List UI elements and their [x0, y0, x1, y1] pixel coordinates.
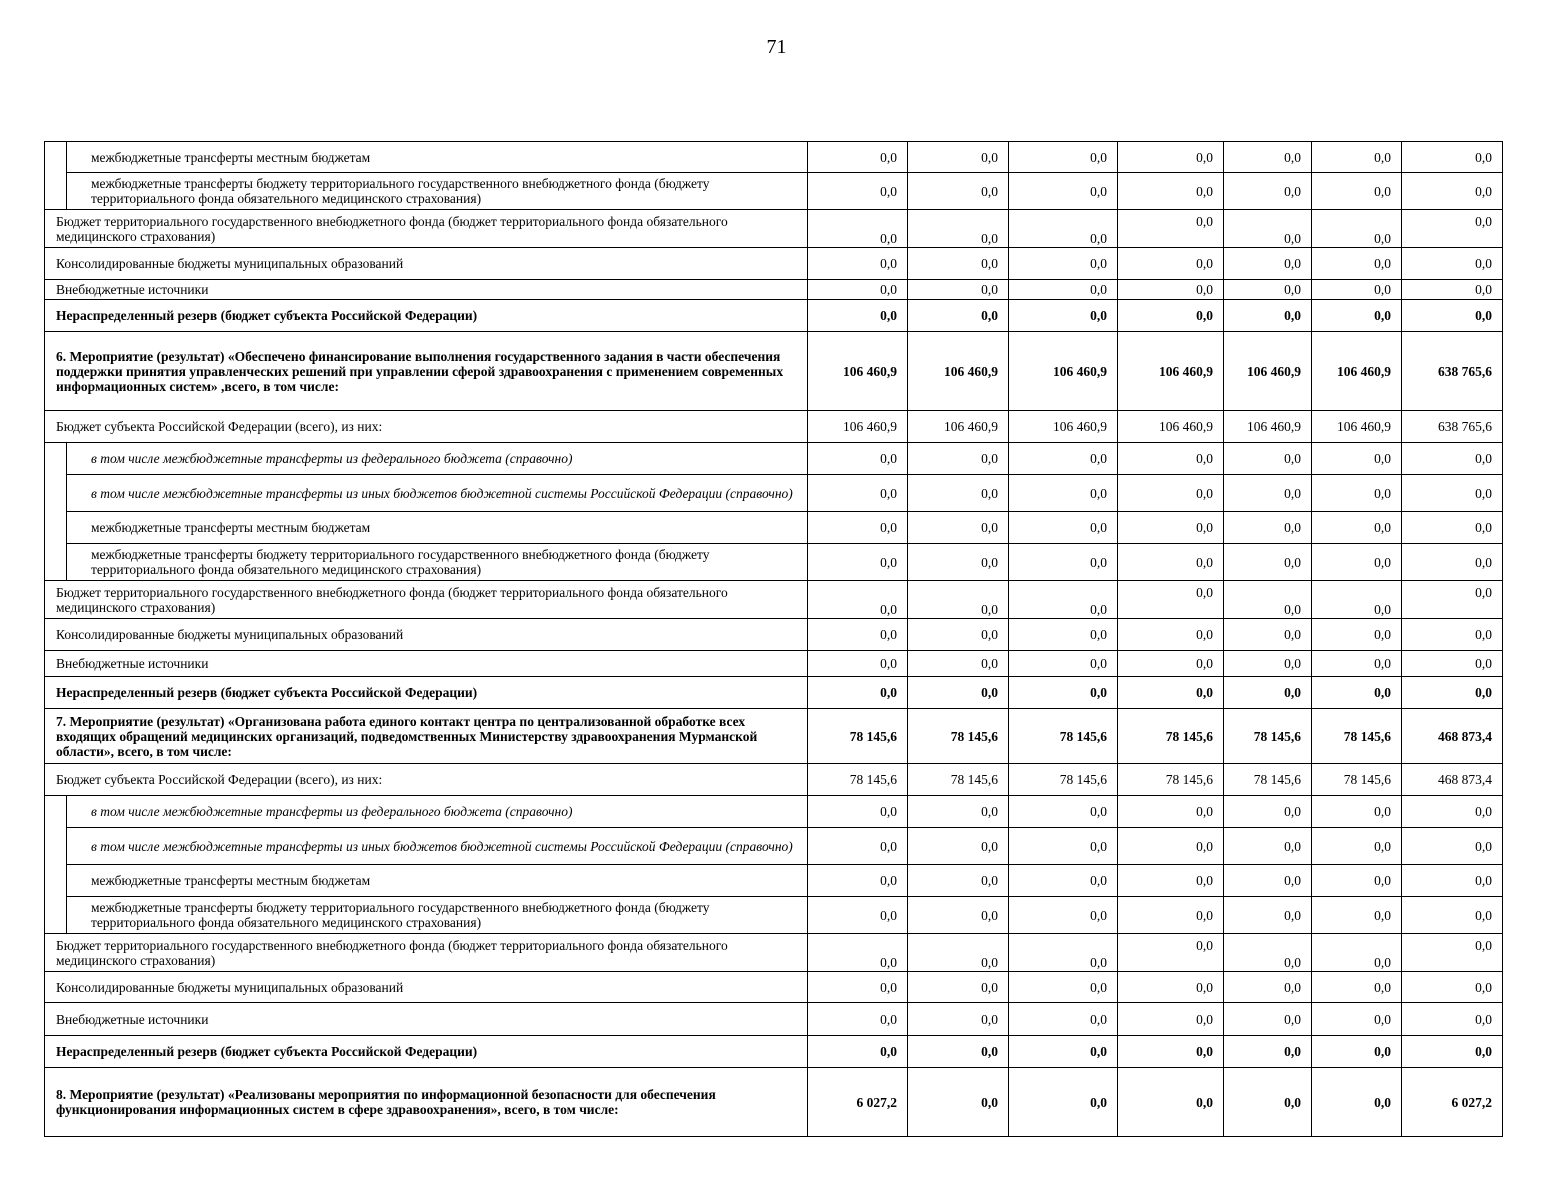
- value-cell: 0,0: [1312, 248, 1402, 280]
- value-cell-total: 0,0: [1402, 248, 1503, 280]
- value-cell: 78 145,6: [1224, 709, 1312, 764]
- value-cell: 0,0: [808, 972, 908, 1003]
- value-cell: 0,0: [908, 581, 1009, 619]
- indent-cell: [45, 142, 67, 210]
- table-row: [45, 475, 1503, 512]
- value-cell: 0,0: [1224, 142, 1312, 173]
- value-cell: 0,0: [1118, 173, 1224, 210]
- indent-cell: [45, 443, 67, 581]
- value-cell: 0,0: [1118, 1068, 1224, 1137]
- value-cell: 0,0: [1009, 512, 1118, 544]
- table-row: [45, 210, 1503, 248]
- value-cell: 0,0: [1009, 865, 1118, 897]
- row-label: в том числе межбюджетные трансферты из федерального бюджета (справочно): [67, 796, 808, 828]
- value-cell: 0,0: [1224, 1068, 1312, 1137]
- row-label: Бюджет субъекта Российской Федерации (всего), из них:: [45, 764, 808, 796]
- value-cell: 0,0: [1312, 934, 1402, 972]
- value-cell: 0,0: [1312, 972, 1402, 1003]
- table-row: [45, 828, 1503, 865]
- value-cell: 0,0: [1312, 1003, 1402, 1036]
- value-cell: 0,0: [908, 934, 1009, 972]
- value-cell: 0,0: [1224, 865, 1312, 897]
- value-cell: 0,0: [808, 865, 908, 897]
- value-cell: 0,0: [808, 651, 908, 677]
- value-cell: 0,0: [1118, 142, 1224, 173]
- value-cell-total: 0,0: [1402, 865, 1503, 897]
- value-cell: 0,0: [808, 142, 908, 173]
- value-cell: 0,0: [808, 581, 908, 619]
- value-cell: 0,0: [1009, 210, 1118, 248]
- value-cell: 0,0: [1224, 1003, 1312, 1036]
- value-cell: 78 145,6: [1009, 709, 1118, 764]
- value-cell: 0,0: [1118, 581, 1224, 619]
- row-label: Нераспределенный резерв (бюджет субъекта Российской Федерации): [45, 300, 808, 332]
- value-cell: 0,0: [1224, 828, 1312, 865]
- value-cell: 106 460,9: [808, 332, 908, 411]
- value-cell: 0,0: [1118, 865, 1224, 897]
- value-cell: 6 027,2: [808, 1068, 908, 1137]
- value-cell: 0,0: [1009, 897, 1118, 934]
- value-cell: 0,0: [1118, 934, 1224, 972]
- value-cell-total: 0,0: [1402, 581, 1503, 619]
- value-cell: 0,0: [908, 544, 1009, 581]
- value-cell: 0,0: [808, 544, 908, 581]
- value-cell-total: 0,0: [1402, 651, 1503, 677]
- value-cell: 0,0: [1224, 544, 1312, 581]
- value-cell: 0,0: [1118, 300, 1224, 332]
- value-cell: 0,0: [908, 248, 1009, 280]
- row-label: в том числе межбюджетные трансферты из иных бюджетов бюджетной системы Российской Федерации (справочно): [67, 475, 808, 512]
- value-cell-total: 468 873,4: [1402, 764, 1503, 796]
- value-cell: 0,0: [1224, 677, 1312, 709]
- value-cell: 0,0: [1009, 651, 1118, 677]
- value-cell: 0,0: [1312, 210, 1402, 248]
- table-row: [45, 332, 1503, 411]
- value-cell: 0,0: [1312, 828, 1402, 865]
- value-cell: 0,0: [1009, 544, 1118, 581]
- row-label: 6. Мероприятие (результат) «Обеспечено финансирование выполнения государственного задания в части обеспечения поддержки принятия управленческих решений при управлении сферой здравоохранения с применением современных информационных систем» ,всего, в том числе:: [45, 332, 808, 411]
- value-cell: 78 145,6: [808, 764, 908, 796]
- value-cell: 0,0: [908, 173, 1009, 210]
- value-cell: 106 460,9: [1312, 411, 1402, 443]
- value-cell: 0,0: [808, 475, 908, 512]
- value-cell: 0,0: [808, 300, 908, 332]
- value-cell: 78 145,6: [908, 764, 1009, 796]
- value-cell-total: 0,0: [1402, 475, 1503, 512]
- value-cell-total: 0,0: [1402, 173, 1503, 210]
- value-cell: 0,0: [908, 972, 1009, 1003]
- value-cell: 0,0: [1224, 619, 1312, 651]
- value-cell-total: 0,0: [1402, 544, 1503, 581]
- value-cell: 0,0: [1118, 248, 1224, 280]
- value-cell: 0,0: [1224, 300, 1312, 332]
- value-cell: 106 460,9: [908, 411, 1009, 443]
- value-cell-total: 0,0: [1402, 972, 1503, 1003]
- row-label: в том числе межбюджетные трансферты из федерального бюджета (справочно): [67, 443, 808, 475]
- value-cell: 0,0: [1009, 972, 1118, 1003]
- value-cell: 0,0: [908, 865, 1009, 897]
- value-cell-total: 0,0: [1402, 677, 1503, 709]
- value-cell: 0,0: [1224, 248, 1312, 280]
- value-cell: 0,0: [908, 1003, 1009, 1036]
- value-cell: 78 145,6: [1118, 709, 1224, 764]
- value-cell-total: 0,0: [1402, 300, 1503, 332]
- value-cell-total: 0,0: [1402, 1003, 1503, 1036]
- value-cell: 0,0: [1224, 173, 1312, 210]
- value-cell: 0,0: [1009, 280, 1118, 300]
- value-cell: 0,0: [908, 651, 1009, 677]
- value-cell: 0,0: [1312, 897, 1402, 934]
- value-cell: 78 145,6: [1312, 764, 1402, 796]
- value-cell: 78 145,6: [1312, 709, 1402, 764]
- value-cell: 0,0: [908, 1036, 1009, 1068]
- row-label: Внебюджетные источники: [45, 651, 808, 677]
- value-cell: 106 460,9: [1224, 411, 1312, 443]
- value-cell-total: 638 765,6: [1402, 332, 1503, 411]
- value-cell: 0,0: [908, 443, 1009, 475]
- value-cell-total: 0,0: [1402, 142, 1503, 173]
- value-cell-total: 6 027,2: [1402, 1068, 1503, 1137]
- value-cell: 0,0: [1312, 651, 1402, 677]
- row-label: 8. Мероприятие (результат) «Реализованы мероприятия по информационной безопасности для обеспечения функционирования информационных систем в сфере здравоохранения», всего, в том числе:: [45, 1068, 808, 1137]
- value-cell: 0,0: [1009, 796, 1118, 828]
- value-cell: 0,0: [808, 512, 908, 544]
- value-cell: 0,0: [1009, 828, 1118, 865]
- budget-table: [44, 141, 1503, 1137]
- value-cell: 0,0: [1312, 443, 1402, 475]
- table-row: [45, 142, 1503, 173]
- value-cell: 0,0: [1224, 1036, 1312, 1068]
- value-cell: 0,0: [1224, 280, 1312, 300]
- value-cell: 0,0: [1009, 475, 1118, 512]
- value-cell: 0,0: [908, 210, 1009, 248]
- value-cell: 0,0: [1118, 280, 1224, 300]
- table-row: [45, 173, 1503, 210]
- value-cell: 0,0: [908, 619, 1009, 651]
- row-label: межбюджетные трансферты местным бюджетам: [67, 142, 808, 173]
- value-cell-total: 0,0: [1402, 1036, 1503, 1068]
- table-row: [45, 280, 1503, 300]
- value-cell: 106 460,9: [1118, 332, 1224, 411]
- value-cell: 0,0: [1312, 173, 1402, 210]
- page-number: 71: [766, 36, 787, 58]
- value-cell: 0,0: [808, 934, 908, 972]
- value-cell: 0,0: [1118, 1003, 1224, 1036]
- value-cell: 0,0: [808, 1036, 908, 1068]
- value-cell: 0,0: [1224, 512, 1312, 544]
- value-cell: 0,0: [908, 1068, 1009, 1137]
- table-row: [45, 934, 1503, 972]
- row-label: межбюджетные трансферты местным бюджетам: [67, 865, 808, 897]
- value-cell: 106 460,9: [1312, 332, 1402, 411]
- row-label: Консолидированные бюджеты муниципальных образований: [45, 619, 808, 651]
- value-cell: 0,0: [1224, 475, 1312, 512]
- table-row: [45, 865, 1503, 897]
- value-cell: 0,0: [1009, 248, 1118, 280]
- value-cell: 106 460,9: [1009, 411, 1118, 443]
- value-cell: 0,0: [808, 796, 908, 828]
- value-cell: 0,0: [808, 828, 908, 865]
- value-cell: 0,0: [1009, 1003, 1118, 1036]
- value-cell: 0,0: [1009, 1036, 1118, 1068]
- value-cell: 0,0: [1009, 443, 1118, 475]
- value-cell: 106 460,9: [908, 332, 1009, 411]
- value-cell: 0,0: [1118, 475, 1224, 512]
- value-cell: 0,0: [1118, 651, 1224, 677]
- value-cell: 0,0: [1312, 619, 1402, 651]
- row-label: Внебюджетные источники: [45, 1003, 808, 1036]
- value-cell: 0,0: [908, 142, 1009, 173]
- value-cell: 0,0: [808, 619, 908, 651]
- row-label: Нераспределенный резерв (бюджет субъекта Российской Федерации): [45, 677, 808, 709]
- value-cell-total: 0,0: [1402, 443, 1503, 475]
- table-row: [45, 248, 1503, 280]
- value-cell-total: 0,0: [1402, 280, 1503, 300]
- value-cell: 0,0: [1009, 142, 1118, 173]
- value-cell: 0,0: [908, 475, 1009, 512]
- value-cell: 106 460,9: [1118, 411, 1224, 443]
- value-cell: 0,0: [1118, 512, 1224, 544]
- row-label: межбюджетные трансферты бюджету территориального государственного внебюджетного фонда (бюджету территориального фонда обязательного медицинского страхования): [67, 897, 808, 934]
- value-cell-total: 0,0: [1402, 897, 1503, 934]
- value-cell: 0,0: [808, 897, 908, 934]
- table-row: [45, 1036, 1503, 1068]
- value-cell: 106 460,9: [808, 411, 908, 443]
- value-cell: 0,0: [1312, 300, 1402, 332]
- value-cell: 0,0: [1312, 280, 1402, 300]
- row-label: Нераспределенный резерв (бюджет субъекта Российской Федерации): [45, 1036, 808, 1068]
- table-row: [45, 764, 1503, 796]
- table-row: [45, 411, 1503, 443]
- table-row: [45, 796, 1503, 828]
- value-cell: 0,0: [808, 248, 908, 280]
- value-cell-total: 0,0: [1402, 796, 1503, 828]
- row-label: Бюджет территориального государственного внебюджетного фонда (бюджет территориального фонда обязательного медицинского страхования): [45, 210, 808, 248]
- table-row: [45, 443, 1503, 475]
- table-row: [45, 972, 1503, 1003]
- table-row: [45, 677, 1503, 709]
- value-cell: 0,0: [1224, 934, 1312, 972]
- table-row: [45, 619, 1503, 651]
- value-cell: 0,0: [908, 828, 1009, 865]
- value-cell: 0,0: [1312, 1036, 1402, 1068]
- value-cell-total: 0,0: [1402, 210, 1503, 248]
- indent-cell: [45, 796, 67, 934]
- value-cell: 0,0: [1312, 581, 1402, 619]
- row-label: межбюджетные трансферты местным бюджетам: [67, 512, 808, 544]
- value-cell: 0,0: [1009, 677, 1118, 709]
- table-row: [45, 1003, 1503, 1036]
- value-cell: 0,0: [908, 897, 1009, 934]
- value-cell: 0,0: [1312, 544, 1402, 581]
- value-cell: 0,0: [1224, 972, 1312, 1003]
- value-cell: 0,0: [908, 677, 1009, 709]
- value-cell: 78 145,6: [1009, 764, 1118, 796]
- value-cell: 0,0: [1312, 512, 1402, 544]
- table-row: [45, 581, 1503, 619]
- row-label: Бюджет территориального государственного внебюджетного фонда (бюджет территориального фонда обязательного медицинского страхования): [45, 581, 808, 619]
- value-cell-total: 0,0: [1402, 934, 1503, 972]
- value-cell: 78 145,6: [908, 709, 1009, 764]
- value-cell: 0,0: [1118, 544, 1224, 581]
- value-cell: 0,0: [1224, 897, 1312, 934]
- value-cell: 0,0: [1312, 475, 1402, 512]
- value-cell: 0,0: [808, 280, 908, 300]
- row-label: Бюджет субъекта Российской Федерации (всего), из них:: [45, 411, 808, 443]
- value-cell: 0,0: [1118, 1036, 1224, 1068]
- value-cell: 0,0: [1009, 173, 1118, 210]
- value-cell: 0,0: [908, 796, 1009, 828]
- value-cell: 0,0: [1312, 142, 1402, 173]
- value-cell: 0,0: [1224, 443, 1312, 475]
- value-cell: 0,0: [1118, 897, 1224, 934]
- value-cell: 0,0: [908, 280, 1009, 300]
- table-row: [45, 512, 1503, 544]
- table-row: [45, 897, 1503, 934]
- row-label: Консолидированные бюджеты муниципальных образований: [45, 248, 808, 280]
- value-cell: 0,0: [808, 443, 908, 475]
- row-label: Бюджет территориального государственного внебюджетного фонда (бюджет территориального фонда обязательного медицинского страхования): [45, 934, 808, 972]
- value-cell: 0,0: [1224, 210, 1312, 248]
- row-label: Консолидированные бюджеты муниципальных образований: [45, 972, 808, 1003]
- value-cell: 78 145,6: [1224, 764, 1312, 796]
- row-label: 7. Мероприятие (результат) «Организована работа единого контакт центра по централизованной обработке всех входящих обращений медицинских организаций, подведомственных Министерству здравоохранения Мурманской области», всего, в том числе:: [45, 709, 808, 764]
- value-cell-total: 468 873,4: [1402, 709, 1503, 764]
- value-cell: 0,0: [1118, 972, 1224, 1003]
- value-cell: 0,0: [1009, 934, 1118, 972]
- value-cell: 0,0: [1009, 300, 1118, 332]
- table-row: [45, 300, 1503, 332]
- value-cell: 0,0: [1009, 581, 1118, 619]
- value-cell: 0,0: [1224, 796, 1312, 828]
- value-cell: 0,0: [808, 677, 908, 709]
- value-cell: 106 460,9: [1224, 332, 1312, 411]
- value-cell-total: 0,0: [1402, 828, 1503, 865]
- value-cell: 0,0: [1118, 677, 1224, 709]
- value-cell: 0,0: [808, 210, 908, 248]
- value-cell: 0,0: [1118, 619, 1224, 651]
- value-cell: 78 145,6: [808, 709, 908, 764]
- value-cell: 0,0: [1224, 651, 1312, 677]
- table-row: [45, 1068, 1503, 1137]
- value-cell: 0,0: [1009, 1068, 1118, 1137]
- row-label: межбюджетные трансферты бюджету территориального государственного внебюджетного фонда (бюджету территориального фонда обязательного медицинского страхования): [67, 544, 808, 581]
- value-cell: 0,0: [808, 173, 908, 210]
- value-cell-total: 0,0: [1402, 619, 1503, 651]
- value-cell: 106 460,9: [1009, 332, 1118, 411]
- value-cell: 0,0: [1312, 796, 1402, 828]
- value-cell-total: 0,0: [1402, 512, 1503, 544]
- row-label: межбюджетные трансферты бюджету территориального государственного внебюджетного фонда (бюджету территориального фонда обязательного медицинского страхования): [67, 173, 808, 210]
- value-cell: 0,0: [908, 512, 1009, 544]
- value-cell: 0,0: [1009, 619, 1118, 651]
- row-label: Внебюджетные источники: [45, 280, 808, 300]
- value-cell: 0,0: [1118, 210, 1224, 248]
- value-cell: 78 145,6: [1118, 764, 1224, 796]
- value-cell: 0,0: [1118, 443, 1224, 475]
- value-cell: 0,0: [1118, 828, 1224, 865]
- value-cell: 0,0: [808, 1003, 908, 1036]
- value-cell: 0,0: [1312, 677, 1402, 709]
- table-row: [45, 651, 1503, 677]
- value-cell: 0,0: [1224, 581, 1312, 619]
- value-cell: 0,0: [1118, 796, 1224, 828]
- value-cell: 0,0: [1312, 1068, 1402, 1137]
- row-label: в том числе межбюджетные трансферты из иных бюджетов бюджетной системы Российской Федерации (справочно): [67, 828, 808, 865]
- value-cell: 0,0: [908, 300, 1009, 332]
- value-cell: 0,0: [1312, 865, 1402, 897]
- table-row: [45, 544, 1503, 581]
- table-row: [45, 709, 1503, 764]
- value-cell-total: 638 765,6: [1402, 411, 1503, 443]
